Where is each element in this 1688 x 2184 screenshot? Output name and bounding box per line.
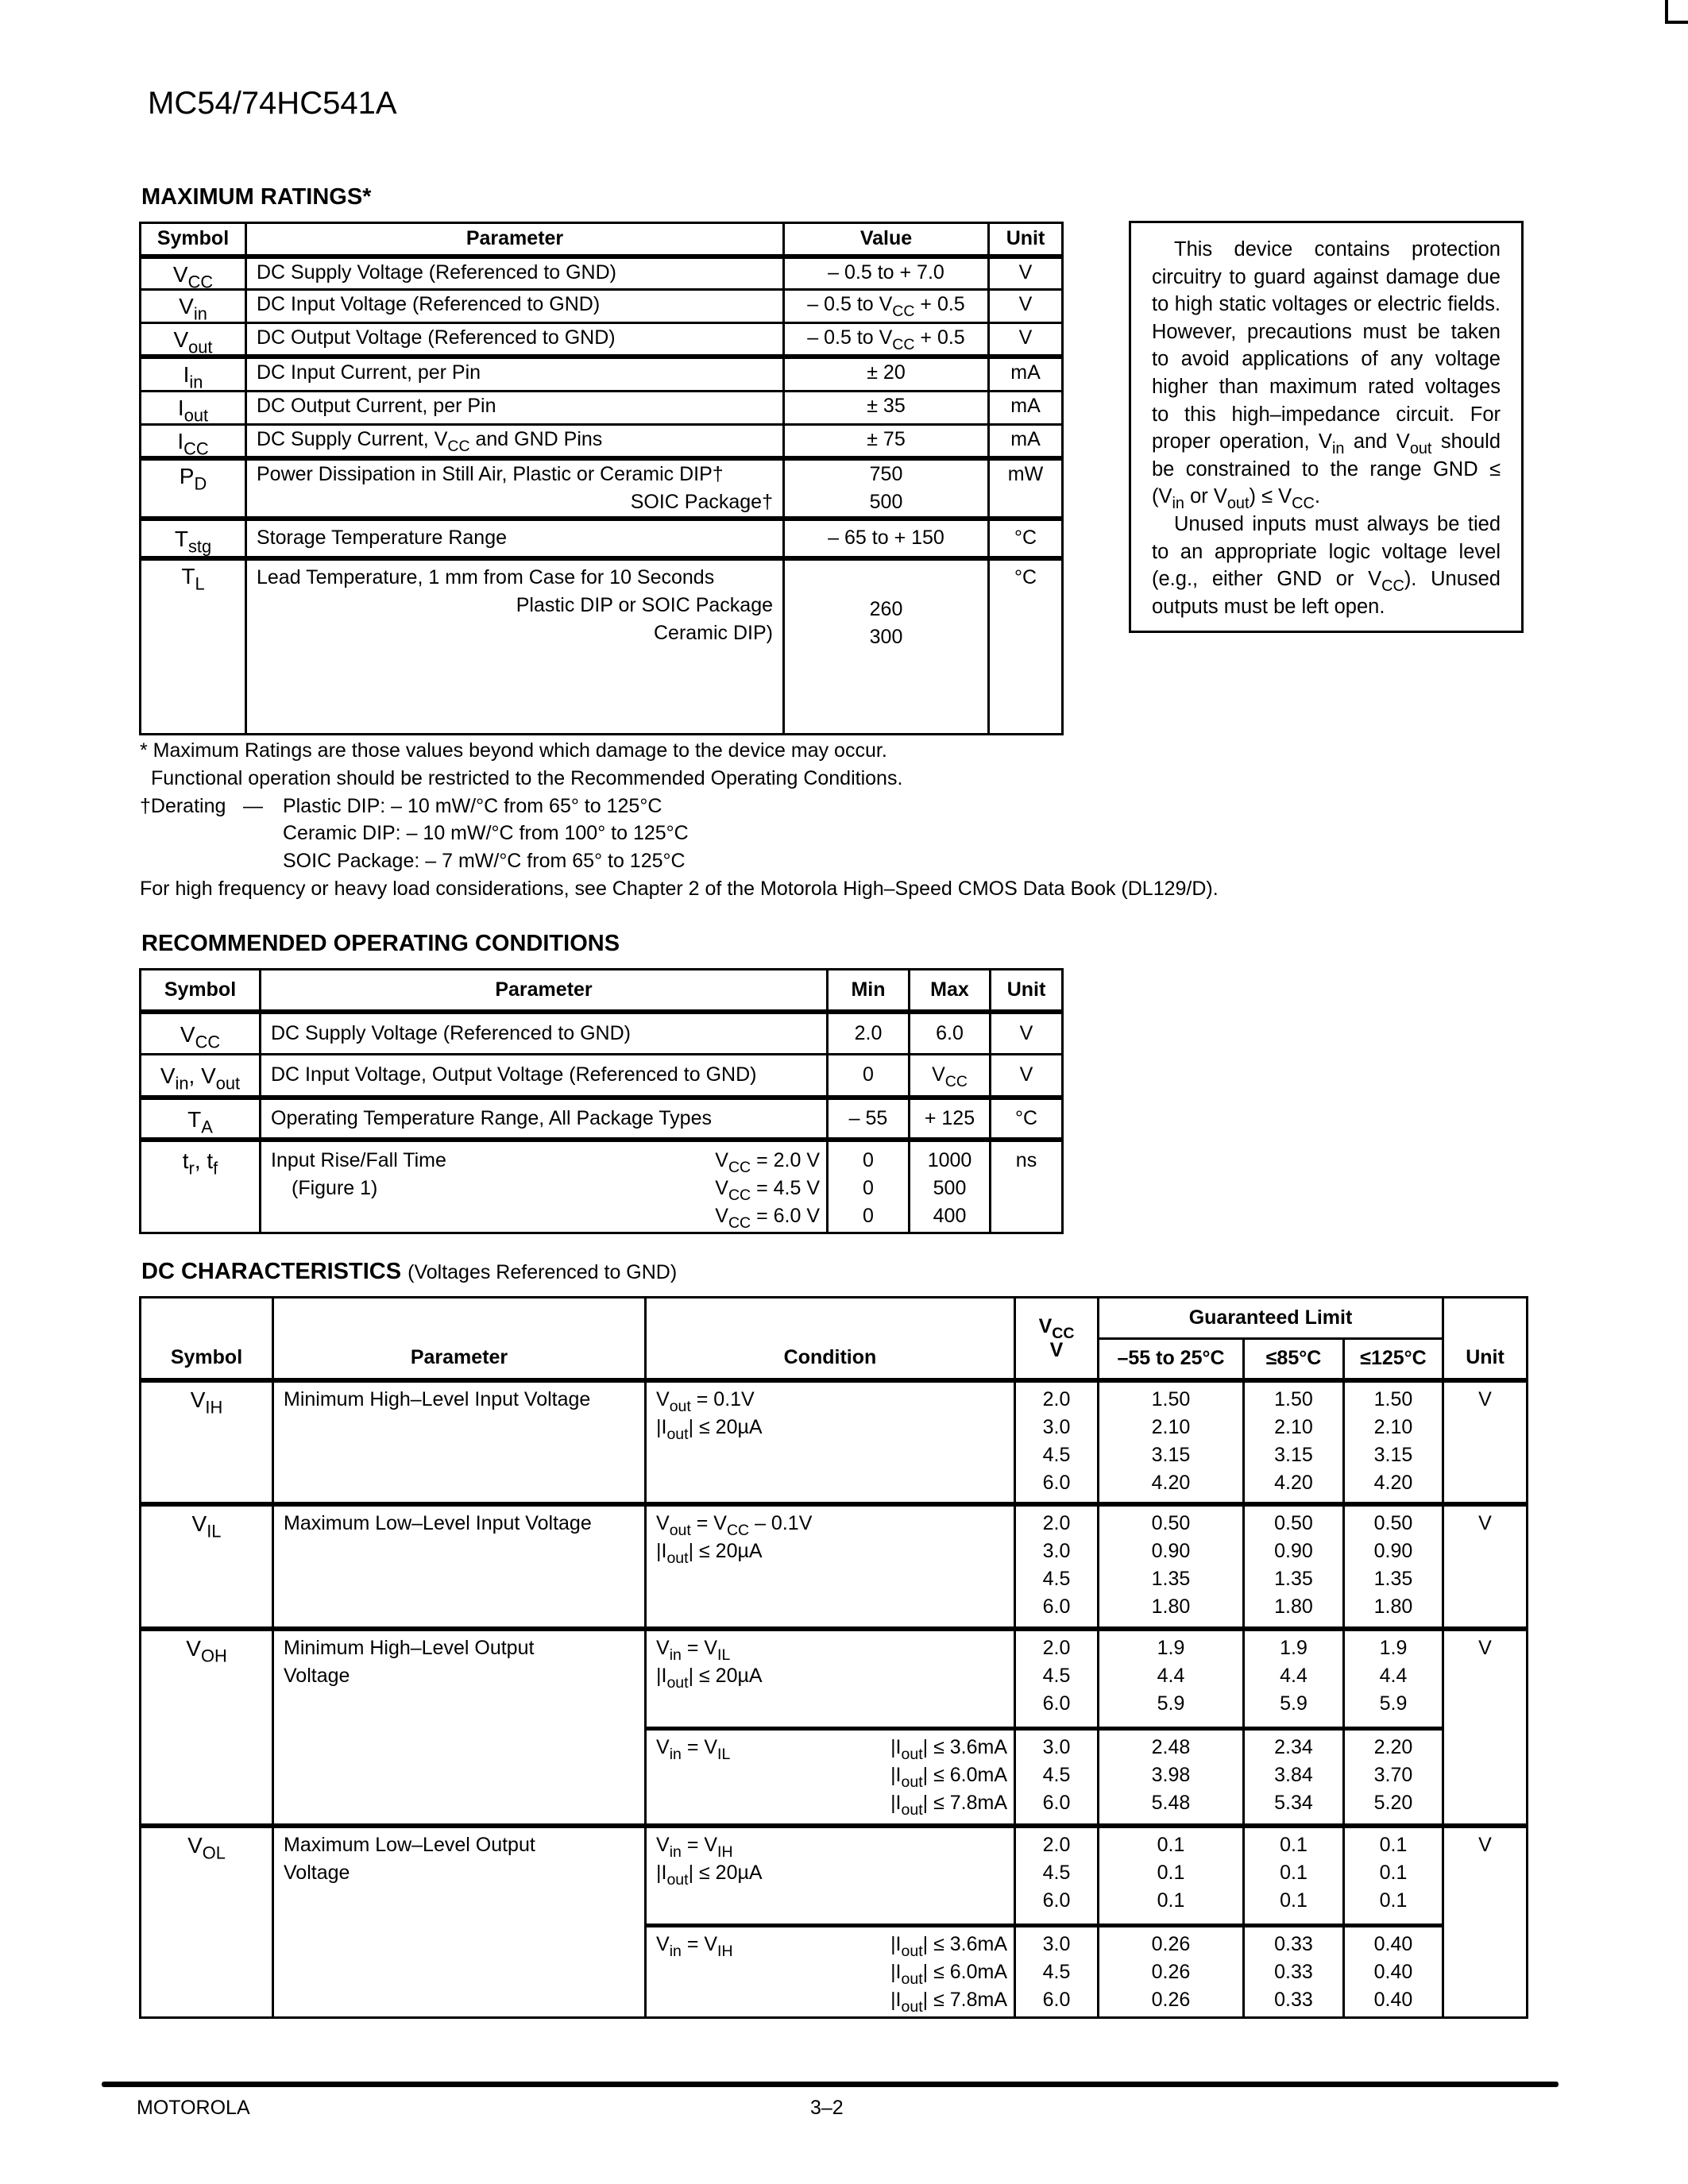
symbol-cell: $V_{CC}$ — [141, 1012, 261, 1055]
condition-cell: $V_{in} = V_{IL}$ $|I_{out}| \le 20\mu A$ — [646, 1629, 1015, 1729]
footnotes — [140, 737, 1219, 903]
parameter-line: Ceramic DIP) — [653, 621, 773, 644]
limit-cell-t1: 2.48 3.98 5.48 — [1099, 1729, 1244, 1826]
unit-cell: V — [989, 290, 1063, 323]
table-row — [141, 425, 1063, 458]
unit-cell: V — [1443, 1380, 1528, 1504]
unit-cell: V — [991, 1055, 1063, 1098]
table-row — [141, 392, 1063, 425]
unit-cell: °C — [989, 519, 1063, 558]
vcc-cell: 3.0 4.5 6.0 — [1015, 1729, 1099, 1826]
table-header-row — [141, 1298, 1528, 1339]
min-value: 0 — [863, 1148, 874, 1171]
limit-cell-t3: 1.50 2.10 3.15 4.20 — [1344, 1380, 1443, 1504]
max-ratings-title: MAXIMUM RATINGS* — [141, 184, 372, 210]
value-line: 500 — [869, 490, 903, 513]
parameter-cell: DC Output Voltage (Referenced to GND) — [246, 323, 784, 357]
table-row — [141, 323, 1063, 357]
recommended-table — [139, 968, 1064, 1234]
table-row — [141, 1629, 1528, 1729]
col-header-value: Value — [784, 223, 989, 257]
unit-cell: mA — [989, 392, 1063, 425]
limit-cell-t1: 0.26 0.26 0.26 — [1099, 1926, 1244, 2018]
table-row — [141, 519, 1063, 558]
max-cell: $V_{CC}$ — [910, 1055, 991, 1098]
footnote-line: Functional operation should be restricted to the Recommended Operating Conditions. — [151, 766, 903, 789]
limit-cell-t2: 0.1 0.1 0.1 — [1244, 1826, 1344, 1926]
footnote-line: * Maximum Ratings are those values beyond which damage to the device may occur. — [140, 739, 887, 762]
min-cell: – 55 — [828, 1098, 910, 1140]
max-cell: + 125 — [910, 1098, 991, 1140]
col-header-unit: Unit — [1443, 1298, 1528, 1380]
condition-line: $V_{CC} = 6.0$ V — [715, 1204, 820, 1232]
max-value: 400 — [933, 1204, 967, 1227]
condition-cell: $V_{in} = V_{IL}$ $|I_{out}| \le 3.6mA$ $|I_{out}| \le 6.0mA$ $|I_{out}| \le 7.8mA$ — [646, 1729, 1015, 1826]
parameter-line: (Figure 1) — [292, 1176, 378, 1199]
limit-cell-t3: 2.20 3.70 5.20 — [1344, 1729, 1443, 1826]
col-header-unit: Unit — [991, 970, 1063, 1012]
max-cell — [910, 1140, 991, 1233]
col-header-max: Max — [910, 970, 991, 1012]
value-cell: ± 35 — [784, 392, 989, 425]
limit-cell-t1: 0.1 0.1 0.1 — [1099, 1826, 1244, 1926]
value-cell: ± 75 — [784, 425, 989, 458]
symbol-cell: $V_{IH}$ — [141, 1380, 273, 1504]
limit-cell-t2: 0.33 0.33 0.33 — [1244, 1926, 1344, 2018]
parameter-line: Lead Temperature, 1 mm from Case for 10 Seconds — [257, 565, 715, 588]
parameter-line: Power Dissipation in Still Air, Plastic or Ceramic DIP† — [257, 462, 724, 485]
parameter-cell: Maximum Low–Level Input Voltage — [273, 1504, 646, 1629]
limit-cell-t3: 0.50 0.90 1.35 1.80 — [1344, 1504, 1443, 1629]
limit-cell-t2: 1.50 2.10 3.15 4.20 — [1244, 1380, 1344, 1504]
col-header-min: Min — [828, 970, 910, 1012]
symbol-cell: $P_D$ — [141, 458, 246, 519]
symbol-cell: $T_{stg}$ — [141, 519, 246, 558]
col-header-parameter: Parameter — [261, 970, 828, 1012]
unit-cell: °C — [989, 558, 1063, 735]
limit-cell-t2: 1.9 4.4 5.9 — [1244, 1629, 1344, 1729]
parameter-line: Plastic DIP or SOIC Package — [516, 593, 773, 616]
value-cell: – 0.5 to $V_{CC} + 0.5$ — [784, 290, 989, 323]
unit-cell: mA — [989, 425, 1063, 458]
col-header-guaranteed-limit: Guaranteed Limit — [1099, 1298, 1443, 1339]
symbol-cell: $V_{out}$ — [141, 323, 246, 357]
unit-cell: °C — [991, 1098, 1063, 1140]
limit-cell-t2: 0.50 0.90 1.35 1.80 — [1244, 1504, 1344, 1629]
col-header-parameter: Parameter — [273, 1298, 646, 1380]
condition-cell: $V_{in} = V_{IH}$ $|I_{out}| \le 3.6mA$ $|I_{out}| \le 6.0mA$ $|I_{out}| \le 7.8mA$ — [646, 1926, 1015, 2018]
table-row — [141, 1098, 1063, 1140]
parameter-cell: DC Input Voltage (Referenced to GND) — [246, 290, 784, 323]
col-header-temp-range-3: ≤125°C — [1344, 1339, 1443, 1380]
col-header-symbol: Symbol — [141, 223, 246, 257]
max-value: 1000 — [927, 1148, 972, 1171]
table-header-row — [141, 223, 1063, 257]
footnote-line: For high frequency or heavy load considerations, see Chapter 2 of the Motorola High–Speed CMOS Data Book (DL129/D). — [140, 877, 1219, 900]
limit-cell-t3: 0.40 0.40 0.40 — [1344, 1926, 1443, 2018]
value-cell: – 65 to + 150 — [784, 519, 989, 558]
value-cell: ± 20 — [784, 357, 989, 392]
protection-note — [1129, 221, 1524, 633]
vcc-cell: 2.0 3.0 4.5 6.0 — [1015, 1380, 1099, 1504]
parameter-cell: Operating Temperature Range, All Package Types — [261, 1098, 828, 1140]
limit-cell-t1: 1.50 2.10 3.15 4.20 — [1099, 1380, 1244, 1504]
parameter-cell — [261, 1140, 828, 1233]
parameter-line: SOIC Package† — [630, 490, 773, 513]
value-line: 260 — [869, 597, 903, 620]
min-cell: 2.0 — [828, 1012, 910, 1055]
symbol-cell: $V_{OH}$ — [141, 1629, 273, 1826]
max-value: 500 — [933, 1176, 967, 1199]
condition-cell: $V_{out} = V_{CC} - 0.1V$ $|I_{out}| \le 20\mu A$ — [646, 1504, 1015, 1629]
symbol-cell: $V_{in}$, $V_{out}$ — [141, 1055, 261, 1098]
table-row — [141, 257, 1063, 290]
symbol-cell: $V_{CC}$ — [141, 257, 246, 290]
condition-cell: $V_{in} = V_{IH}$ $|I_{out}| \le 20\mu A$ — [646, 1826, 1015, 1926]
parameter-cell: Minimum High–Level Output Voltage — [273, 1629, 646, 1826]
symbol-cell: $T_L$ — [141, 558, 246, 735]
document-title: MC54/74HC541A — [148, 86, 397, 121]
vcc-cell: 3.0 4.5 6.0 — [1015, 1926, 1099, 2018]
footnote-line: Ceramic DIP: – 10 mW/°C from 100° to 125°C — [283, 822, 689, 845]
footnote-derating: †Derating — Plastic DIP: – 10 mW/°C from 65° to 125°C — [140, 794, 662, 817]
condition-cell: $V_{out} = 0.1V$ $|I_{out}| \le 20\mu A$ — [646, 1380, 1015, 1504]
col-header-temp-range-2: ≤85°C — [1244, 1339, 1344, 1380]
col-header-vcc: $V_{CC}$ V — [1015, 1298, 1099, 1380]
footer-brand: MOTOROLA — [137, 2097, 250, 2119]
symbol-cell: $I_{in}$ — [141, 357, 246, 392]
symbol-cell: $t_r$, $t_f$ — [141, 1140, 261, 1233]
col-header-condition: Condition — [646, 1298, 1015, 1380]
min-value: 0 — [863, 1176, 874, 1199]
symbol-cell: $I_{out}$ — [141, 392, 246, 425]
note-paragraph: This device contains protection circuitry to guard against damage due to high static voltages or electric fields. However, precautions must be taken to avoid applications of any voltage higher than maximum rated voltages to this high–impedance circuit. For proper operation, $V_{in}$ and $V_{out}$ should be constrained to the range GND ≤ ($V_{in}$ or $V_{out}) \le V_{CC}$. — [1152, 238, 1501, 513]
page-number: 3–2 — [810, 2097, 844, 2119]
unit-cell: mW — [989, 458, 1063, 519]
parameter-cell: DC Supply Voltage (Referenced to GND) — [261, 1012, 828, 1055]
table-row — [141, 1826, 1528, 1926]
symbol-cell: $T_A$ — [141, 1098, 261, 1140]
unit-cell: ns — [991, 1140, 1063, 1233]
symbol-cell: $V_{OL}$ — [141, 1826, 273, 2018]
limit-cell-t1: 1.9 4.4 5.9 — [1099, 1629, 1244, 1729]
table-row — [141, 1140, 1063, 1233]
symbol-cell: $V_{in}$ — [141, 290, 246, 323]
col-header-parameter: Parameter — [246, 223, 784, 257]
footer-rule — [102, 2082, 1559, 2087]
value-line: 300 — [869, 625, 903, 648]
condition-line: $V_{CC} = 4.5$ V — [715, 1176, 820, 1204]
table-row — [141, 458, 1063, 519]
unit-cell: mA — [989, 357, 1063, 392]
table-row — [141, 290, 1063, 323]
col-header-symbol: Symbol — [141, 970, 261, 1012]
table-row — [141, 558, 1063, 735]
max-cell: 6.0 — [910, 1012, 991, 1055]
footnote-line: SOIC Package: – 7 mW/°C from 65° to 125°C — [283, 850, 686, 873]
min-cell — [828, 1140, 910, 1233]
col-header-unit: Unit — [989, 223, 1063, 257]
parameter-cell: Storage Temperature Range — [246, 519, 784, 558]
parameter-cell: DC Input Current, per Pin — [246, 357, 784, 392]
dc-title: DC CHARACTERISTICS (Voltages Referenced to GND) — [141, 1259, 678, 1284]
limit-cell-t1: 0.50 0.90 1.35 1.80 — [1099, 1504, 1244, 1629]
min-cell: 0 — [828, 1055, 910, 1098]
value-line: 750 — [869, 462, 903, 485]
parameter-cell — [246, 558, 784, 735]
col-header-temp-range-1: –55 to 25°C — [1099, 1339, 1244, 1380]
table-row — [141, 1380, 1528, 1504]
parameter-cell: DC Input Voltage, Output Voltage (Referenced to GND) — [261, 1055, 828, 1098]
table-row — [141, 357, 1063, 392]
col-header-symbol: Symbol — [141, 1298, 273, 1380]
dc-characteristics-table — [139, 1296, 1528, 2019]
parameter-cell: DC Supply Current, $V_{CC}$ and GND Pins — [246, 425, 784, 458]
unit-cell: V — [1443, 1629, 1528, 1826]
parameter-cell: Minimum High–Level Input Voltage — [273, 1380, 646, 1504]
crop-mark — [1665, 0, 1688, 24]
vcc-cell: 2.0 4.5 6.0 — [1015, 1826, 1099, 1926]
condition-line: $V_{CC} = 2.0$ V — [715, 1148, 820, 1176]
parameter-cell — [246, 458, 784, 519]
table-row — [141, 1504, 1528, 1629]
unit-cell: V — [989, 257, 1063, 290]
recommended-title: RECOMMENDED OPERATING CONDITIONS — [141, 931, 620, 956]
parameter-cell: Maximum Low–Level Output Voltage — [273, 1826, 646, 2018]
limit-cell-t3: 1.9 4.4 5.9 — [1344, 1629, 1443, 1729]
note-paragraph: Unused inputs must always be tied to an appropriate logic voltage level (e.g., either GND or $V_{CC}$). Unused outputs must be left open. — [1152, 512, 1501, 618]
limit-cell-t2: 2.34 3.84 5.34 — [1244, 1729, 1344, 1826]
unit-cell: V — [989, 323, 1063, 357]
table-header-row — [141, 970, 1063, 1012]
max-ratings-table — [139, 222, 1064, 735]
unit-cell: V — [1443, 1504, 1528, 1629]
table-row — [141, 1012, 1063, 1055]
vcc-cell: 2.0 3.0 4.5 6.0 — [1015, 1504, 1099, 1629]
vcc-cell: 2.0 4.5 6.0 — [1015, 1629, 1099, 1729]
parameter-line: Input Rise/Fall Time — [271, 1148, 446, 1171]
table-row — [141, 1055, 1063, 1098]
unit-cell: V — [1443, 1826, 1528, 2018]
value-cell: – 0.5 to + 7.0 — [784, 257, 989, 290]
value-cell: – 0.5 to $V_{CC} + 0.5$ — [784, 323, 989, 357]
unit-cell: V — [991, 1012, 1063, 1055]
value-cell — [784, 558, 989, 735]
parameter-cell: DC Output Current, per Pin — [246, 392, 784, 425]
value-cell — [784, 458, 989, 519]
limit-cell-t3: 0.1 0.1 0.1 — [1344, 1826, 1443, 1926]
symbol-cell: $I_{CC}$ — [141, 425, 246, 458]
parameter-cell: DC Supply Voltage (Referenced to GND) — [246, 257, 784, 290]
min-value: 0 — [863, 1204, 874, 1227]
symbol-cell: $V_{IL}$ — [141, 1504, 273, 1629]
